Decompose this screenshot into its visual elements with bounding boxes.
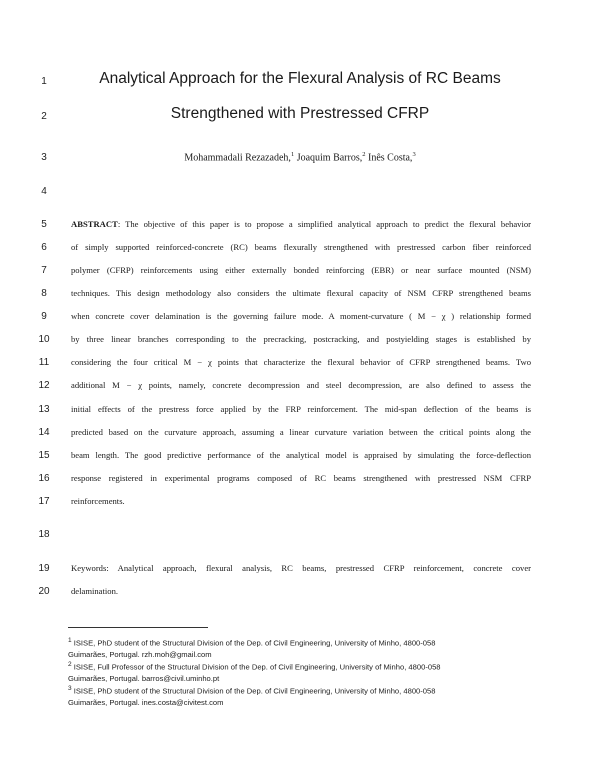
abstract-line: by three linear branches corresponding to the precracking, postcracking, and postyielding stages is established by — [71, 334, 531, 344]
abstract-line: considering the four critical M − χ points that characterize the flexural behavior of CFRP strengthened beams. Two — [71, 357, 531, 367]
footnote-mark: 2 — [68, 661, 72, 668]
author-list — [60, 151, 540, 163]
footnote-contact: Guimarães, Portugal. barros@civil.uminho.pt — [68, 673, 220, 683]
line-number: 7 — [41, 265, 47, 276]
author-affiliation-mark: 3 — [412, 151, 416, 158]
abstract-line: reinforcements. — [71, 496, 125, 506]
line-number: 17 — [38, 496, 50, 507]
abstract-line: initial effects of the prestress force applied by the FRP reinforcement. The mid-span deflection of the beams is — [71, 404, 531, 414]
line-number: 14 — [38, 427, 50, 438]
author-affiliation-mark: 1 — [290, 151, 295, 158]
footnote-mark: 3 — [68, 685, 72, 692]
paper-title-line-1: Analytical Approach for the Flexural Analysis of RC Beams — [99, 70, 501, 87]
abstract-line: response registered in experimental programs composed of RC beams strengthened with prestressed NSM CFRP — [71, 473, 531, 483]
line-number: 20 — [38, 586, 50, 597]
abstract-line: beam length. The good predictive performance of the analytical model is appraised by simulating the force-deflection — [71, 450, 531, 460]
line-number: 5 — [41, 219, 47, 230]
abstract-line: techniques. This design methodology also considers the ultimate flexural capacity of NSM CFRP strengthened beams — [71, 288, 531, 298]
abstract-line: ABSTRACT: The objective of this paper is to propose a simplified analytical approach to predict the flexural behavior — [71, 219, 531, 229]
line-number: 15 — [38, 450, 50, 461]
footnote: $^1$ ISISE, PhD student of the Structural Division of the Dep. of Civil Engineering, University of Minho, 4800-058 Guimarães, Portugal. rzh.moh@gmail.com — [68, 635, 538, 660]
line-number: 12 — [38, 380, 50, 391]
author-name: Joaquim Barros, — [294, 152, 363, 164]
footnote-contact: Guimarães, Portugal. rzh.moh@gmail.com — [68, 649, 212, 659]
line-number: 13 — [38, 404, 50, 415]
abstract-line: additional M − χ points, namely, concrete decompression and steel decompression, are also defined to assess the — [71, 380, 531, 390]
footnote: $^2$ ISISE, Full Professor of the Structural Division of the Dep. of Civil Engineering, University of Minho, 4800-058 Guimarães, Portugal. barros@civil.uminho.pt — [68, 659, 538, 684]
line-number: 1 — [41, 76, 47, 87]
abstract-line: of simply supported reinforced-concrete (RC) beams flexurally strengthened with prestressed carbon fiber reinforced — [71, 242, 531, 252]
footnote-mark: 1 — [68, 637, 72, 644]
line-number: 18 — [38, 529, 50, 540]
line-number: 19 — [38, 563, 50, 574]
abstract-line: when concrete cover delamination is the governing failure mode. A moment-curvature ( M − χ ) relationship formed — [71, 311, 531, 321]
line-number: 16 — [38, 473, 50, 484]
abstract-line: predicted based on the curvature approach, assuming a linear curvature variation between the critical points along the — [71, 427, 531, 437]
abstract-label: ABSTRACT — [71, 219, 118, 229]
line-number: 10 — [38, 334, 50, 345]
keywords-line: delamination. — [71, 586, 119, 596]
line-number: 6 — [41, 242, 47, 253]
footnote: $^3$ ISISE, PhD student of the Structural Division of the Dep. of Civil Engineering, University of Minho, 4800-058 Guimarães, Portugal. ines.costa@civitest.com — [68, 683, 538, 708]
line-number: 4 — [41, 186, 47, 197]
line-number: 9 — [41, 311, 47, 322]
keywords-line: Keywords: Analytical approach, flexural analysis, RC beams, prestressed CFRP reinforcement, concrete cover — [71, 563, 531, 573]
author-name: Inês Costa, — [365, 152, 413, 164]
abstract-line: polymer (CFRP) reinforcements using either externally bonded reinforcing (EBR) or near surface mounted (NSM) — [71, 265, 531, 275]
line-number: 8 — [41, 288, 47, 299]
footnote-contact: Guimarães, Portugal. ines.costa@civitest.com — [68, 697, 224, 707]
author-name: Mohammadali Rezazadeh, — [184, 152, 291, 164]
author-affiliation-mark: 2 — [362, 151, 366, 158]
line-number: 2 — [41, 111, 47, 122]
paper-title-line-2: Strengthened with Prestressed CFRP — [170, 105, 430, 122]
line-number: 11 — [38, 357, 50, 368]
footnote-separator — [68, 627, 208, 628]
line-number: 3 — [41, 152, 47, 163]
